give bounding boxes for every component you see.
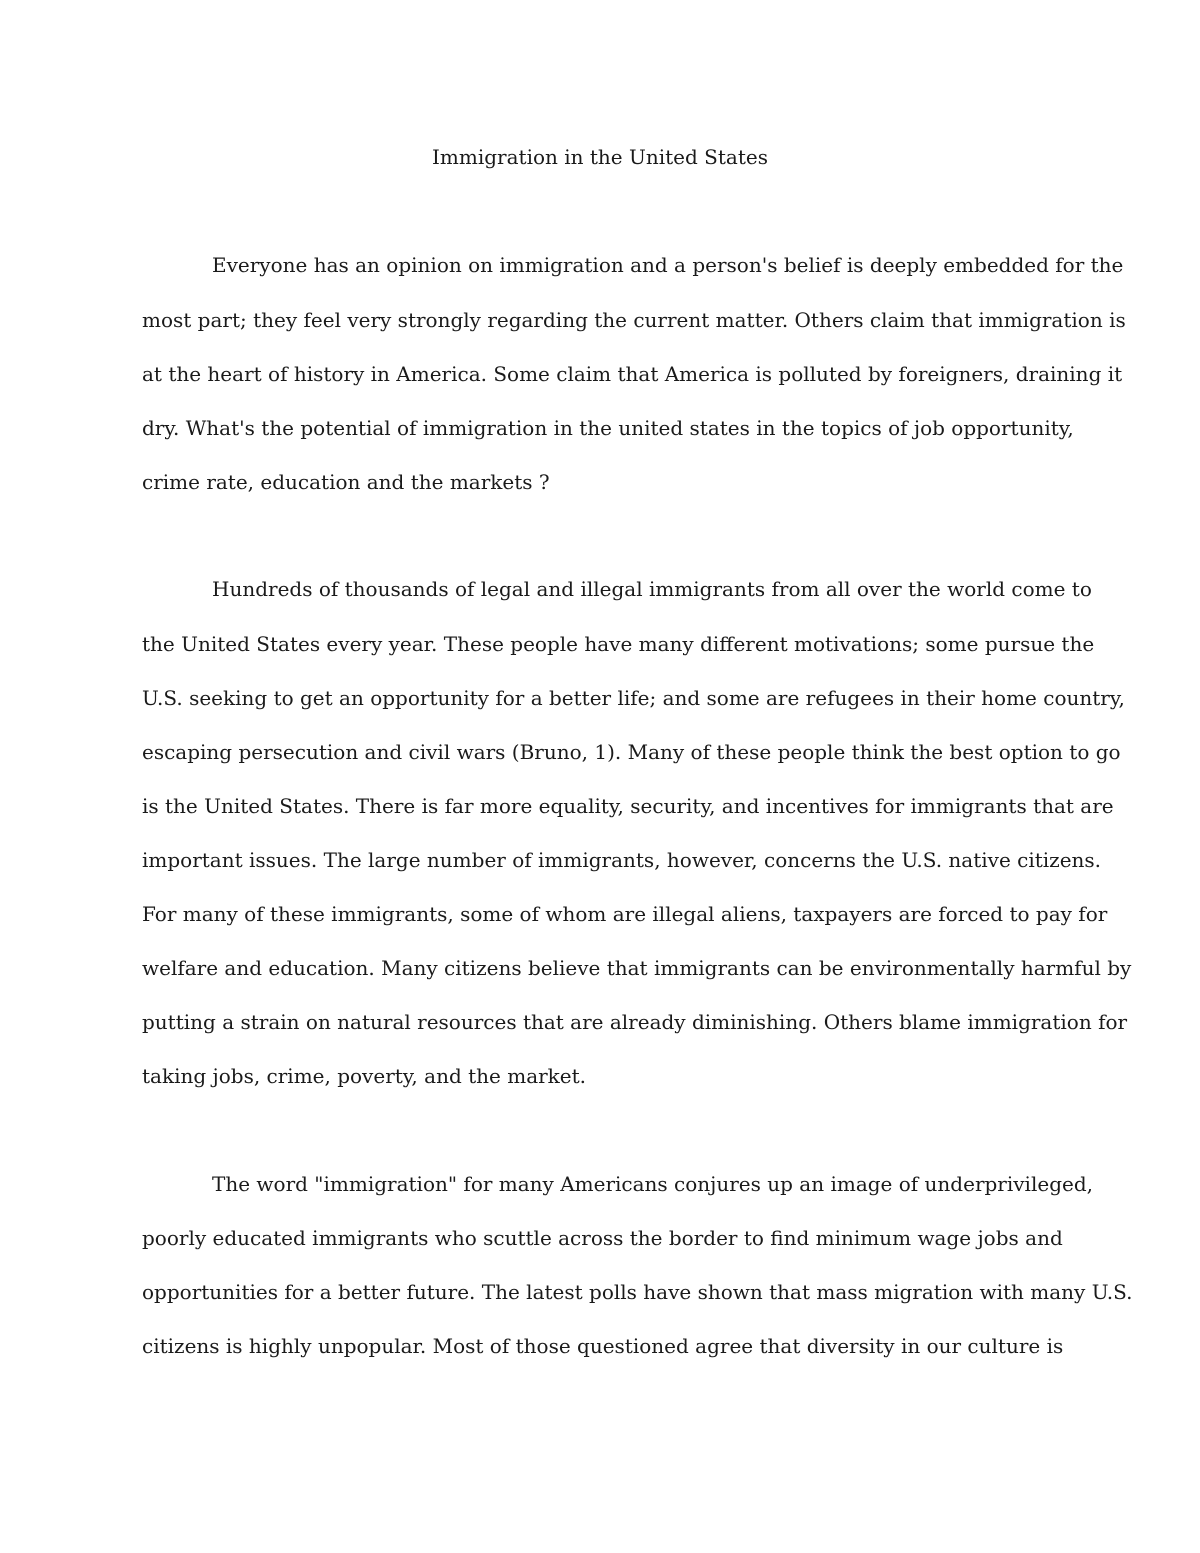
paragraph-line: taking jobs, crime, poverty, and the market. [142,1064,587,1088]
paragraph-line: The word "immigration" for many Americans conjures up an image of underprivileged, [212,1172,1093,1196]
paragraph-line: For many of these immigrants, some of whom are illegal aliens, taxpayers are forced to pay for [142,902,1108,926]
paragraph-line: crime rate, education and the markets ? [142,470,550,494]
paragraph-line: is the United States. There is far more equality, security, and incentives for immigrants that are [142,794,1114,818]
document-title: Immigration in the United States [432,145,768,169]
paragraph-line: Hundreds of thousands of legal and illegal immigrants from all over the world come to [212,577,1092,601]
paragraph-line: Everyone has an opinion on immigration and a person's belief is deeply embedded for the [212,253,1124,277]
paragraph-line: dry. What's the potential of immigration in the united states in the topics of job opportunity, [142,416,1074,440]
paragraph-line: welfare and education. Many citizens believe that immigrants can be environmentally harmful by [142,956,1132,980]
paragraph-line: opportunities for a better future. The latest polls have shown that mass migration with many U.S. [142,1280,1133,1304]
paragraph-line: putting a strain on natural resources that are already diminishing. Others blame immigration for [142,1010,1128,1034]
paragraph-line: the United States every year. These people have many different motivations; some pursue the [142,632,1095,656]
paragraph-line: poorly educated immigrants who scuttle across the border to find minimum wage jobs and [142,1226,1063,1250]
paragraph-line: most part; they feel very strongly regarding the current matter. Others claim that immigration is [142,308,1126,332]
paragraph-line: important issues. The large number of immigrants, however, concerns the U.S. native citizens. [142,848,1102,872]
paragraph-line: citizens is highly unpopular. Most of those questioned agree that diversity in our culture is [142,1334,1064,1358]
paragraph-line: U.S. seeking to get an opportunity for a better life; and some are refugees in their home country, [142,686,1125,710]
paragraph-line: at the heart of history in America. Some claim that America is polluted by foreigners, draining it [142,362,1123,386]
paragraph-line: escaping persecution and civil wars (Bruno, 1). Many of these people think the best option to go [142,740,1121,764]
